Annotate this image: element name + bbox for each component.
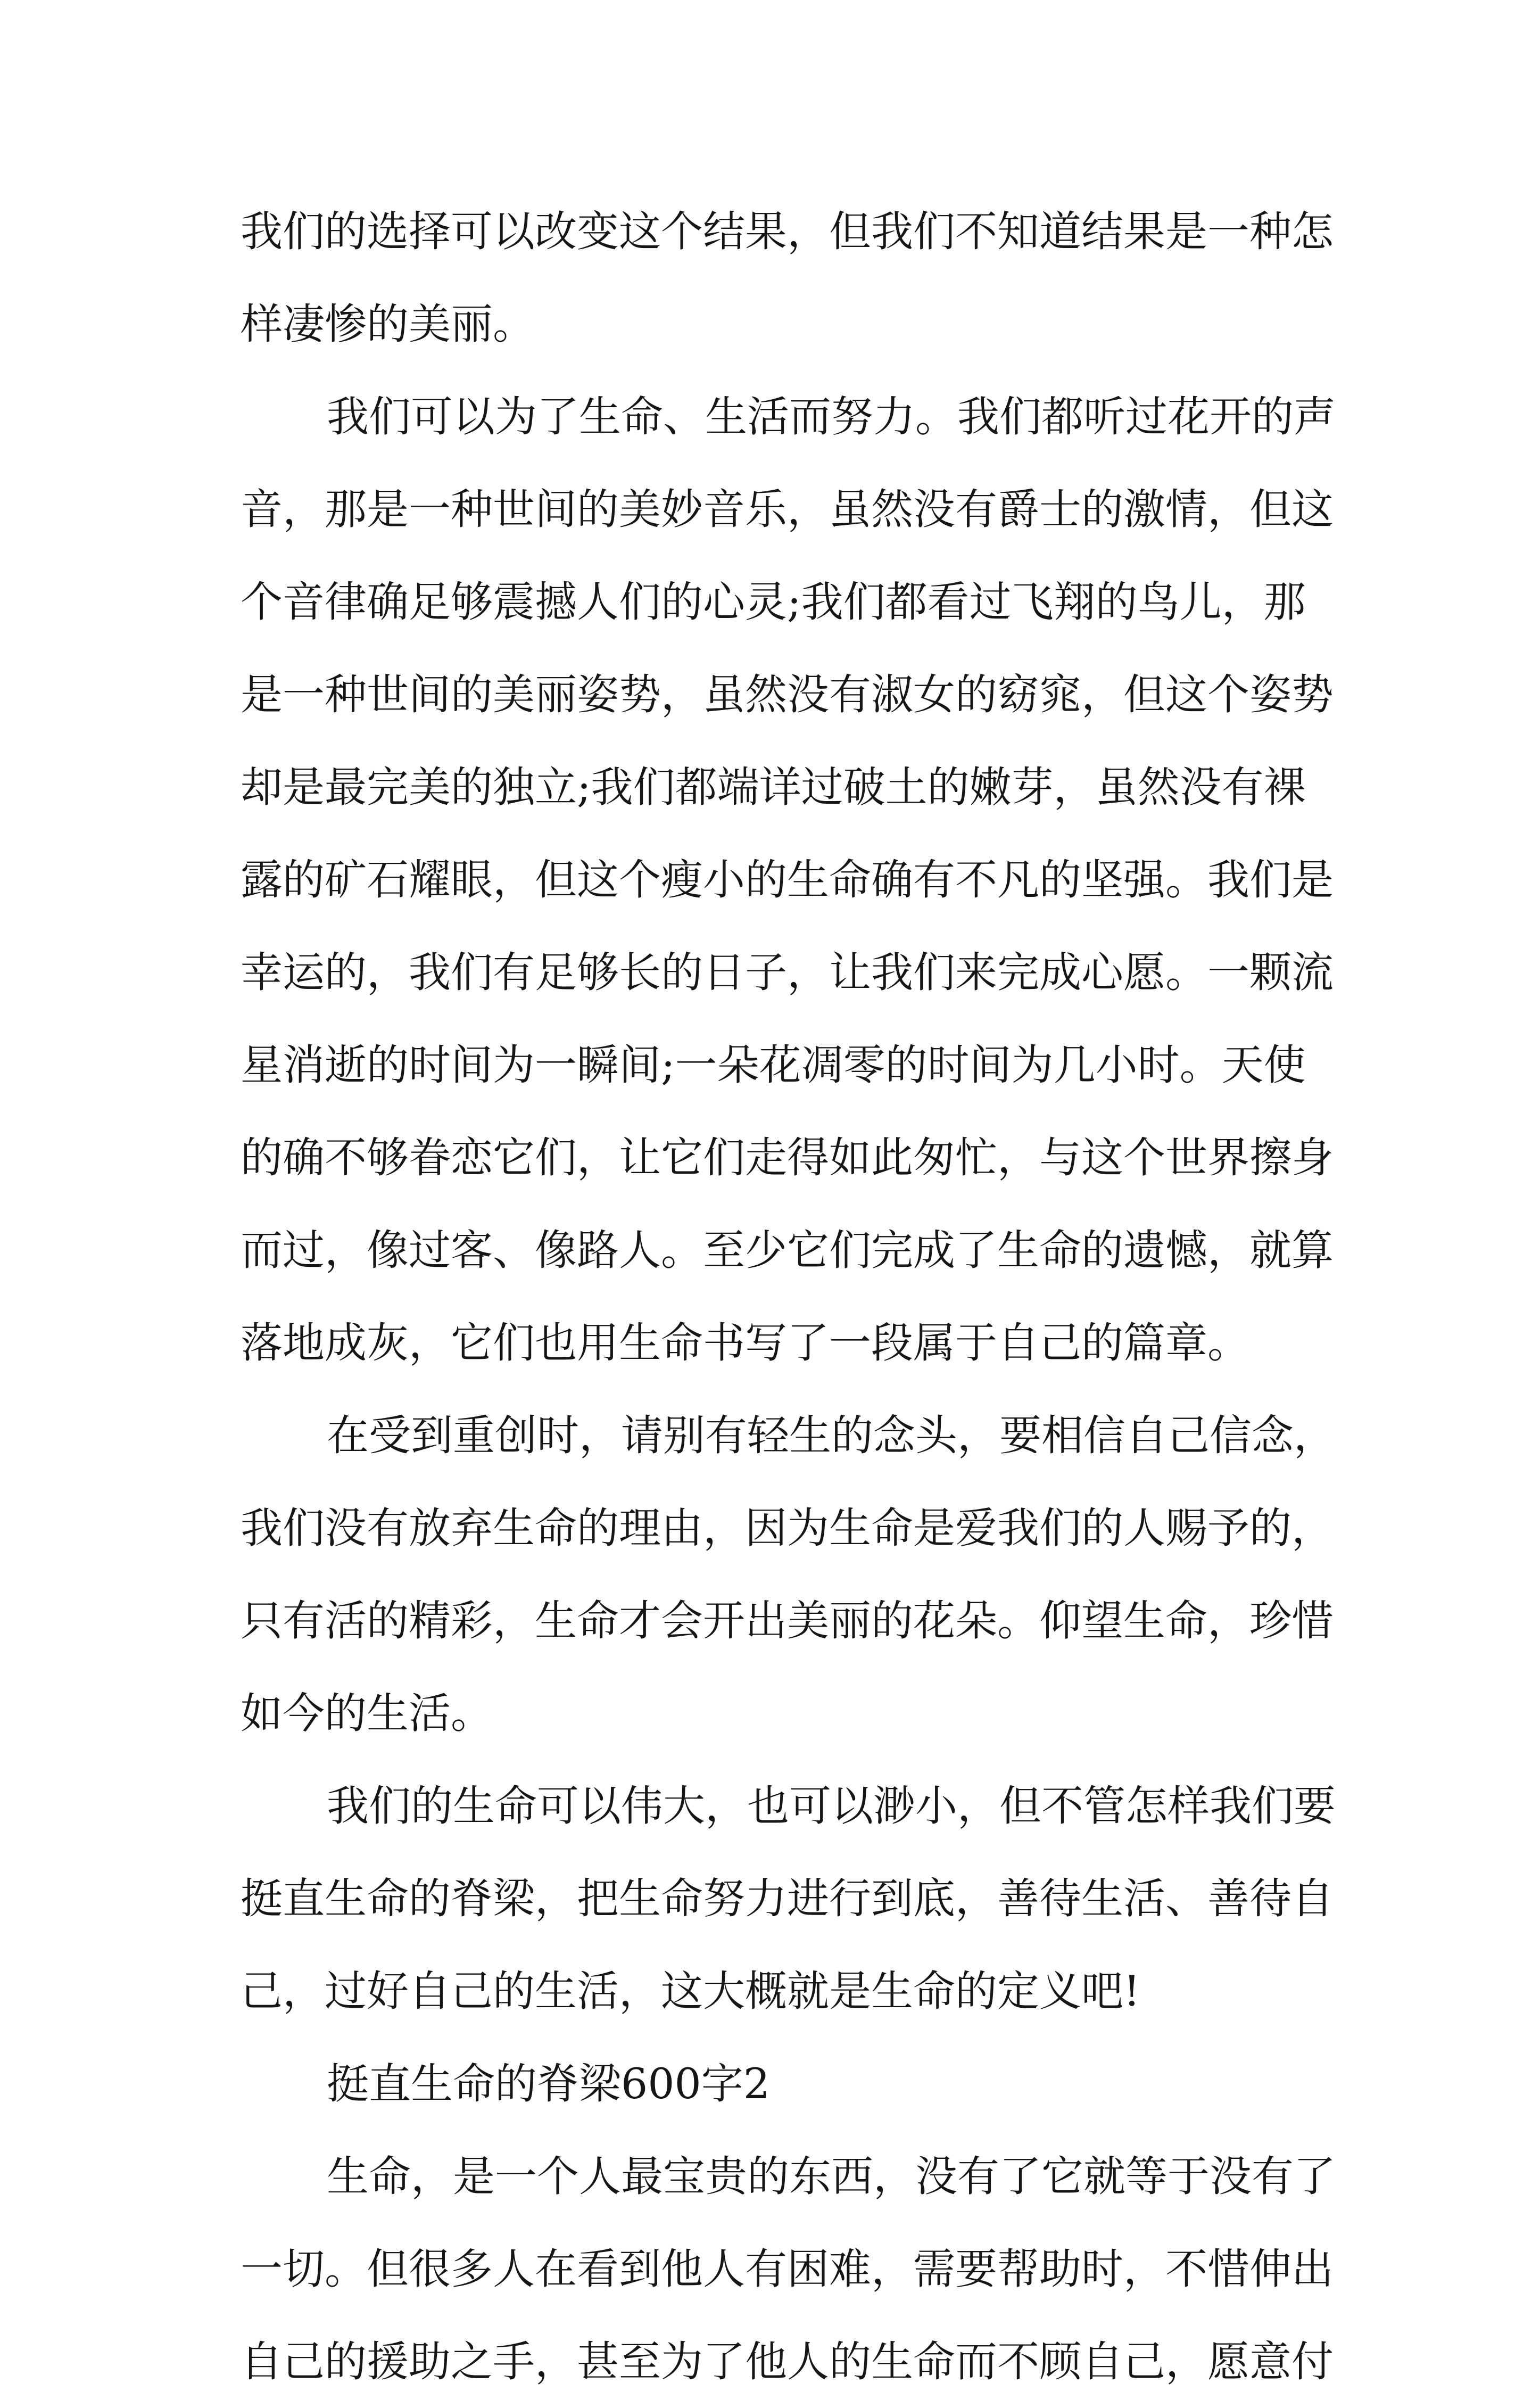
paragraph-first-line: 在受到重创时，请别有轻生的念头，要相信自己信念， [327,1411,1336,1460]
text-line: 幸运的，我们有足够长的日子，让我们来完成心愿。一颗流 [241,948,1334,997]
text-line: 落地成灰，它们也用生命书写了一段属于自己的篇章。 [241,1318,1249,1367]
document-body [241,185,1336,2408]
text-line: 己，过好自己的生活，这大概就是生命的定义吧! [241,1967,1140,2016]
text-line: 自己的援助之手，甚至为了他人的生命而不顾自己，愿意付 [241,2337,1334,2386]
text-line: 露的矿石耀眼，但这个瘦小的生命确有不凡的坚强。我们是 [241,855,1334,904]
paragraph-first-line: 我们可以为了生命、生活而努力。我们都听过花开的声 [327,392,1336,441]
paragraph-first-line: 生命，是一个人最宝贵的东西，没有了它就等于没有了 [327,2152,1336,2201]
paragraph-first-line: 我们的生命可以伟大，也可以渺小，但不管怎样我们要 [327,1782,1336,1830]
text-line: 而过，像过客、像路人。至少它们完成了生命的遗憾，就算 [241,1226,1334,1275]
text-line: 样凄惨的美丽。 [241,300,535,349]
section-heading: 挺直生命的脊梁600字2 [327,2059,771,2108]
text-line: 的确不够眷恋它们，让它们走得如此匆忙，与这个世界擦身 [241,1133,1334,1182]
text-line: 我们没有放弃生命的理由，因为生命是爱我们的人赐予的， [241,1504,1334,1553]
text-line: 只有活的精彩，生命才会开出美丽的花朵。仰望生命，珍惜 [241,1596,1334,1645]
text-line: 星消逝的时间为一瞬间;一朵花凋零的时间为几小时。天使 [241,1041,1306,1090]
text-line: 是一种世间的美丽姿势，虽然没有淑女的窈窕，但这个姿势 [241,670,1334,719]
text-line: 如今的生活。 [241,1689,493,1738]
text-line: 挺直生命的脊梁，把生命努力进行到底，善待生活、善待自 [241,1874,1334,1923]
text-line: 音，那是一种世间的美妙音乐，虽然没有爵士的激情，但这 [241,485,1334,534]
text-line: 个音律确足够震撼人们的心灵;我们都看过飞翔的鸟儿，那 [241,578,1306,626]
text-line: 我们的选择可以改变这个结果，但我们不知道结果是一种怎 [241,207,1334,256]
text-line: 却是最完美的独立;我们都端详过破土的嫩芽，虽然没有裸 [241,763,1306,812]
text-line: 一切。但很多人在看到他人有困难，需要帮助时，不惜伸出 [241,2245,1334,2294]
